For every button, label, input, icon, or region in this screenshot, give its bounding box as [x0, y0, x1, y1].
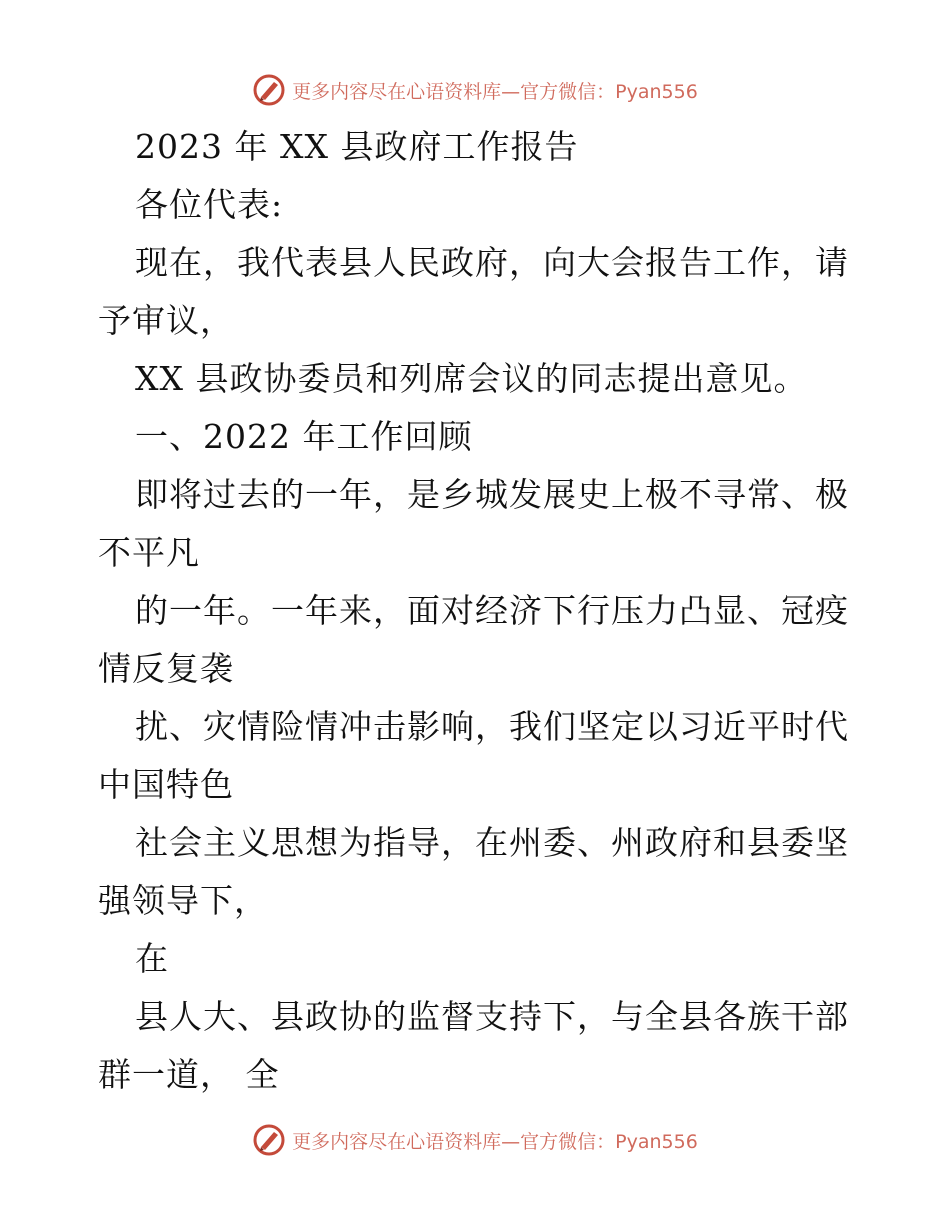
footer-watermark: [0, 1120, 950, 1160]
text-line: 各位代表:: [135, 185, 284, 224]
text-line: 不平凡: [98, 533, 200, 572]
text-line: 群一道， 全: [98, 1055, 280, 1094]
text-line: 县人大、县政协的监督支持下，与全县各族干部: [135, 997, 849, 1036]
text-line: 即将过去的一年，是乡城发展史上极不寻常、极: [135, 475, 849, 514]
text-line: 2023 年 XX 县政府工作报告: [135, 127, 579, 166]
text-line: 强领导下，: [98, 881, 268, 920]
text-line: 社会主义思想为指导，在州委、州政府和县委坚: [135, 823, 849, 862]
watermark-text: 更多内容尽在心语资料库—官方微信：Pyan556: [292, 1130, 698, 1153]
watermark-text: 更多内容尽在心语资料库—官方微信：Pyan556: [292, 80, 698, 103]
text-line: XX 县政协委员和列席会议的同志提出意见。: [135, 359, 808, 398]
text-line: 现在，我代表县人民政府，向大会报告工作，请: [135, 243, 849, 282]
text-line: 在: [135, 939, 169, 978]
text-line: 情反复袭: [98, 649, 234, 688]
text-line: 中国特色: [98, 765, 234, 804]
document-body: [98, 118, 858, 1104]
header-watermark: [0, 70, 950, 110]
pen-logo-icon: [252, 1123, 286, 1157]
text-line: 予审议，: [98, 301, 234, 340]
text-line: 的一年。一年来，面对经济下行压力凸显、冠疫: [135, 591, 849, 630]
pen-logo-icon: [252, 73, 286, 107]
text-line: 扰、灾情险情冲击影响，我们坚定以习近平时代: [135, 707, 849, 746]
text-line: 一、2022 年工作回顾: [135, 417, 473, 456]
